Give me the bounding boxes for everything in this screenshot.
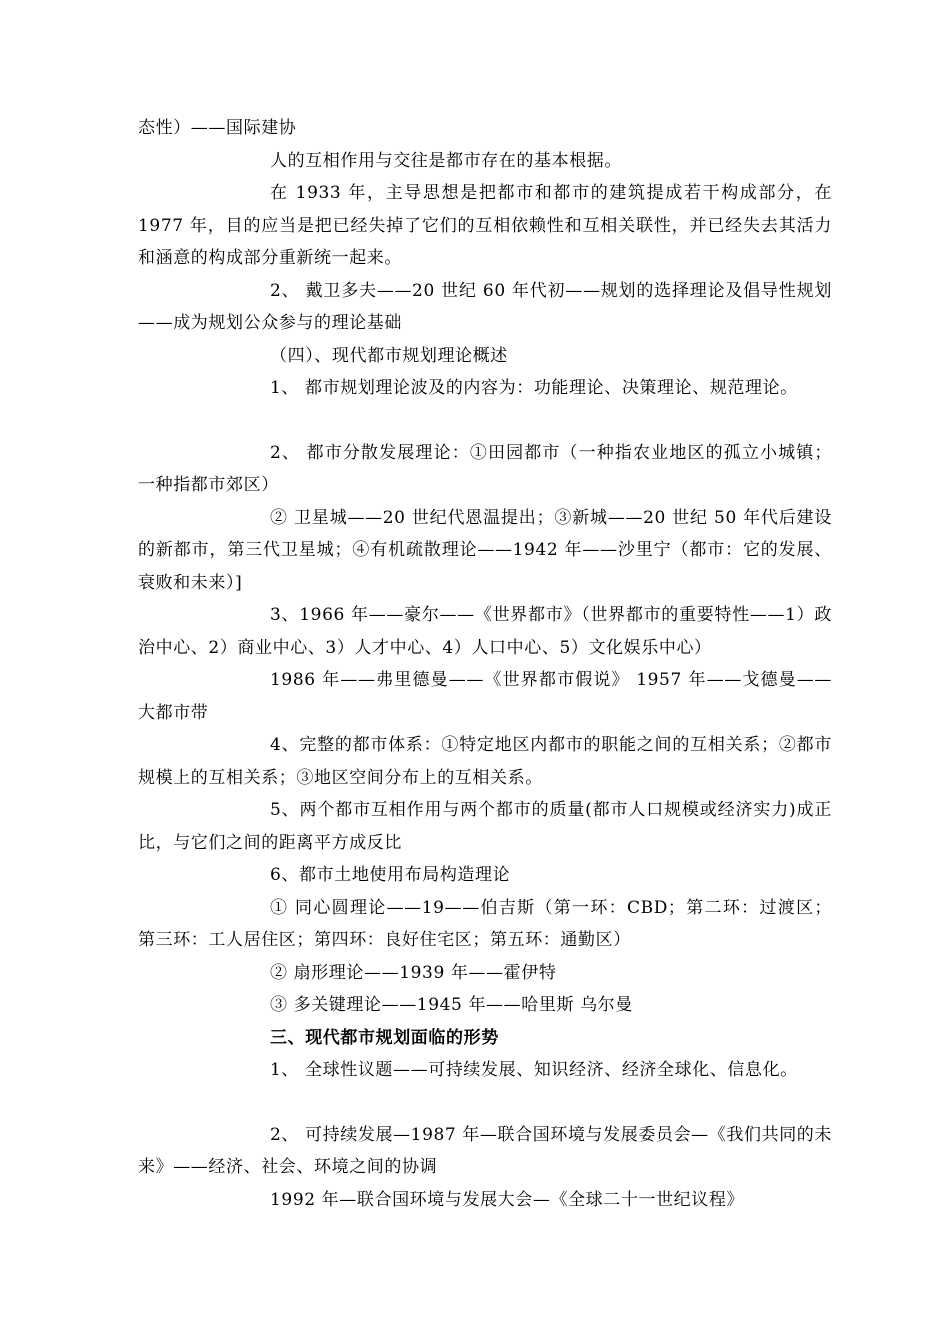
paragraph: 2、 都市分散发展理论：①田园都市（一种指农业地区的孤立小城镇；一种指都市郊区） <box>138 442 832 495</box>
paragraph: 6、都市土地使用布局构造理论 <box>270 865 511 885</box>
paragraph: ② 卫星城——20 世纪代恩温提出；③新城——20 世纪 50 年代后建设的新都市，第三代卫星城；④有机疏散理论——1942 年——沙里宁（都市：它的发展、衰败和未来）] <box>138 507 832 593</box>
paragraph: 1992 年—联合国环境与发展大会—《全球二十一世纪议程》 <box>270 1189 745 1210</box>
blank-line <box>138 1087 832 1119</box>
paragraph: 4、完整的都市体系：①特定地区内都市的职能之间的互相关系；②都市规模上的互相关系；③地区空间分布上的互相关系。 <box>138 735 832 788</box>
section-heading: 三、现代都市规划面临的形势 <box>270 1027 499 1048</box>
paragraph: 1、 都市规划理论波及的内容为：功能理论、决策理论、规范理论。 <box>270 378 798 398</box>
paragraph: 3、1966 年——豪尔——《世界都市》（世界都市的重要特性——1）政治中心、2）商业中心、3）人才中心、4）人口中心、5）文化娱乐中心） <box>138 605 832 658</box>
blank-line <box>138 405 832 437</box>
paragraph: 1986 年——弗里德曼——《世界都市假说》 1957 年——戈德曼——大都市带 <box>138 670 832 723</box>
paragraph: 2、 可持续发展—1987 年—联合国环境与发展委员会—《我们共同的未来》——经济、社会、环境之间的协调 <box>138 1124 832 1177</box>
paragraph: ③ 多关键理论——1945 年——哈里斯 乌尔曼 <box>270 995 633 1015</box>
paragraph: 人的互相作用与交往是都市存在的基本根据。 <box>270 150 622 171</box>
paragraph: ② 扇形理论——1939 年——霍伊特 <box>270 962 557 983</box>
paragraph: ① 同心圆理论——19——伯吉斯（第一环：CBD；第二环：过渡区；第三环：工人居住区；第四环：良好住宅区；第五环：通勤区） <box>138 897 832 950</box>
paragraph: 5、两个都市互相作用与两个都市的质量(都市人口规模或经济实力)成正比，与它们之间的距离平方成反比 <box>138 800 832 853</box>
paragraph: 1、 全球性议题——可持续发展、知识经济、经济全球化、信息化。 <box>270 1060 798 1080</box>
paragraph: 在 1933 年，主导思想是把都市和都市的建筑提成若干构成部分，在 1977 年，目的应当是把已经失掉了它们的互相依赖性和互相关联性，并已经失去其活力和涵意的构成部分重新统一起来。 <box>138 183 832 268</box>
document-body <box>138 112 832 1216</box>
paragraph: 态性）——国际建协 <box>138 118 297 138</box>
section-heading: （四）、现代都市规划理论概述 <box>270 345 508 366</box>
paragraph: 2、 戴卫多夫——20 世纪 60 年代初——规划的选择理论及倡导性规划——成为规划公众参与的理论基础 <box>138 280 832 333</box>
